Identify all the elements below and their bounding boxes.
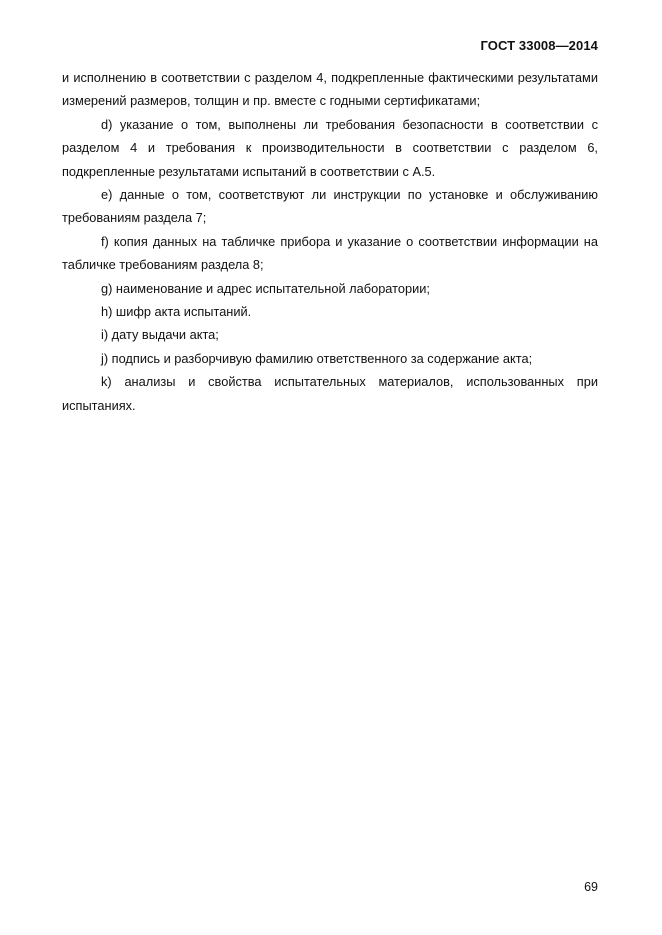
list-item-h: h) шифр акта испытаний.	[101, 304, 252, 320]
list-item-e: e) данные о том, соответствуют ли инструкции по установке и обслуживанию требованиям раздела 7;	[62, 187, 598, 226]
standard-code-header: ГОСТ 33008—2014	[480, 38, 598, 53]
list-item-i: i) дату выдачи акта;	[101, 327, 219, 343]
list-item-g: g) наименование и адрес испытательной лаборатории;	[101, 280, 430, 296]
paragraph-continuation: и исполнению в соответствии с разделом 4, подкрепленные фактическими результатами измерений размеров, толщин и пр. вместе с годными сертификатами;	[62, 70, 598, 109]
list-item-f: f) копия данных на табличке прибора и указание о соответствии информации на табличке требованиям раздела 8;	[62, 233, 598, 273]
page-number: 69	[584, 880, 598, 894]
body-text	[62, 66, 598, 417]
list-item-j: j) подпись и разборчивую фамилию ответственного за содержание акта;	[101, 350, 533, 366]
list-item-d: d) указание о том, выполнены ли требования безопасности в соответствии с разделом 4 и требования к производительности в соответствии с разделом 6, подкрепленные результатами испытаний в соответствии с А.5.	[62, 116, 598, 179]
list-item-k: k) анализы и свойства испытательных материалов, использованных при испытаниях.	[62, 374, 598, 413]
